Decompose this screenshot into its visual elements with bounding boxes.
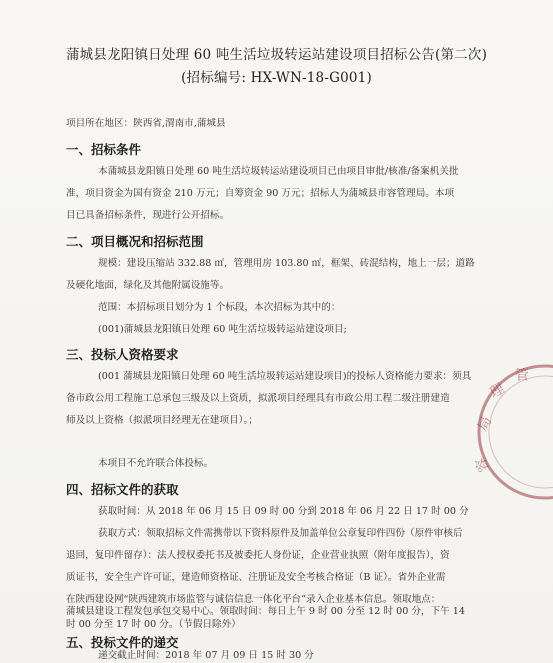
- section-3-line: 备市政公用工程施工总承包三级及以上资质，拟派项目经理具有市政公用工程二级注册建造: [66, 393, 450, 404]
- section-1-line: 目已具备招标条件，现进行公开招标。: [66, 210, 230, 221]
- svg-text:理: 理: [487, 380, 508, 402]
- section-4-line: 获取方式：领取招标文件需携带以下资料原件及加盖单位公章复印件四份（原件审核后: [98, 528, 463, 539]
- project-location: 项目所在地区：陕西省,渭南市,蒲城县: [66, 118, 226, 129]
- section-1-line: 准，项目资金为国有资金 210 万元；自筹资金 90 万元；招标人为蒲城县市容管理局。本项: [66, 188, 455, 199]
- section-heading-4: 四、招标文件的获取: [66, 482, 179, 497]
- section-3-line: (001 蒲城县龙阳镇日处理 60 吨生活垃圾转运站建设项目)的投标人资格能力要求：须具: [98, 371, 472, 382]
- document-title: 蒲城县龙阳镇日处理 60 吨生活垃圾转运站建设项目招标公告(第二次): [65, 47, 488, 63]
- section-4-line: 在陕西建设网“陕西建筑市场监管与诚信信息一体化平台”录入企业基本信息。领取地点：: [66, 594, 441, 605]
- section-heading-2: 二、项目概况和招标范围: [66, 234, 204, 249]
- section-3-line: 师及以上资格（拟派项目经理无在建项目）。；: [66, 415, 258, 426]
- section-4-line: 蒲城县建设工程发包承包交易中心。领取时间：每日上午 9 时 00 分至 12 时 00 分，下午 14: [66, 606, 465, 617]
- tender-number: (招标编号: HX-WN-18-G001): [181, 70, 372, 86]
- section-heading-3: 三、投标人资格要求: [66, 347, 179, 362]
- section-2-line: (001)蒲城县龙阳镇日处理 60 吨生活垃圾转运站建设项目;: [98, 324, 347, 335]
- section-2-line: 规模：建设压缩站 332.88 ㎡，管理用房 103.80 ㎡，框架、砖混结构，地上一层；道路: [98, 258, 475, 269]
- svg-text:容: 容: [472, 455, 493, 475]
- section-1-line: 本蒲城县龙阳镇日处理 60 吨生活垃圾转运站建设项目已由项目审批/核准/备案机关批: [98, 166, 459, 177]
- section-5-line: 递交截止时间：2018 年 07 月 09 日 15 时 30 分: [98, 650, 314, 661]
- svg-text:管: 管: [515, 368, 529, 384]
- section-heading-1: 一、招标条件: [66, 142, 142, 157]
- section-heading-5: 五、投标文件的递交: [66, 635, 179, 650]
- section-2-line: 范围：本招标项目划分为 1 个标段，本次招标为其中的：: [98, 302, 341, 313]
- section-4-line: 质证书，安全生产许可证，建造师资格证、注册证及安全考核合格证（B 证）。省外企业需: [66, 572, 446, 583]
- section-4-line: 时 00 分至 17 时 00 分。（节假日除外）: [66, 619, 241, 630]
- svg-text:局: 局: [474, 413, 496, 434]
- section-2-line: 及硬化地面，绿化及其他附属设施等。: [66, 280, 230, 291]
- section-4-line: 退回，复印件留存）：法人授权委托书及被委托人身份证，企业营业执照（附年度报告），资: [66, 550, 450, 561]
- official-seal: [465, 360, 553, 510]
- section-4-line: 获取时间：从 2018 年 06 月 15 日 09 时 00 分到 2018 年 06 月 22 日 17 时 00 分: [98, 506, 469, 517]
- section-3-line: 本项目不允许联合体投标。: [98, 458, 214, 469]
